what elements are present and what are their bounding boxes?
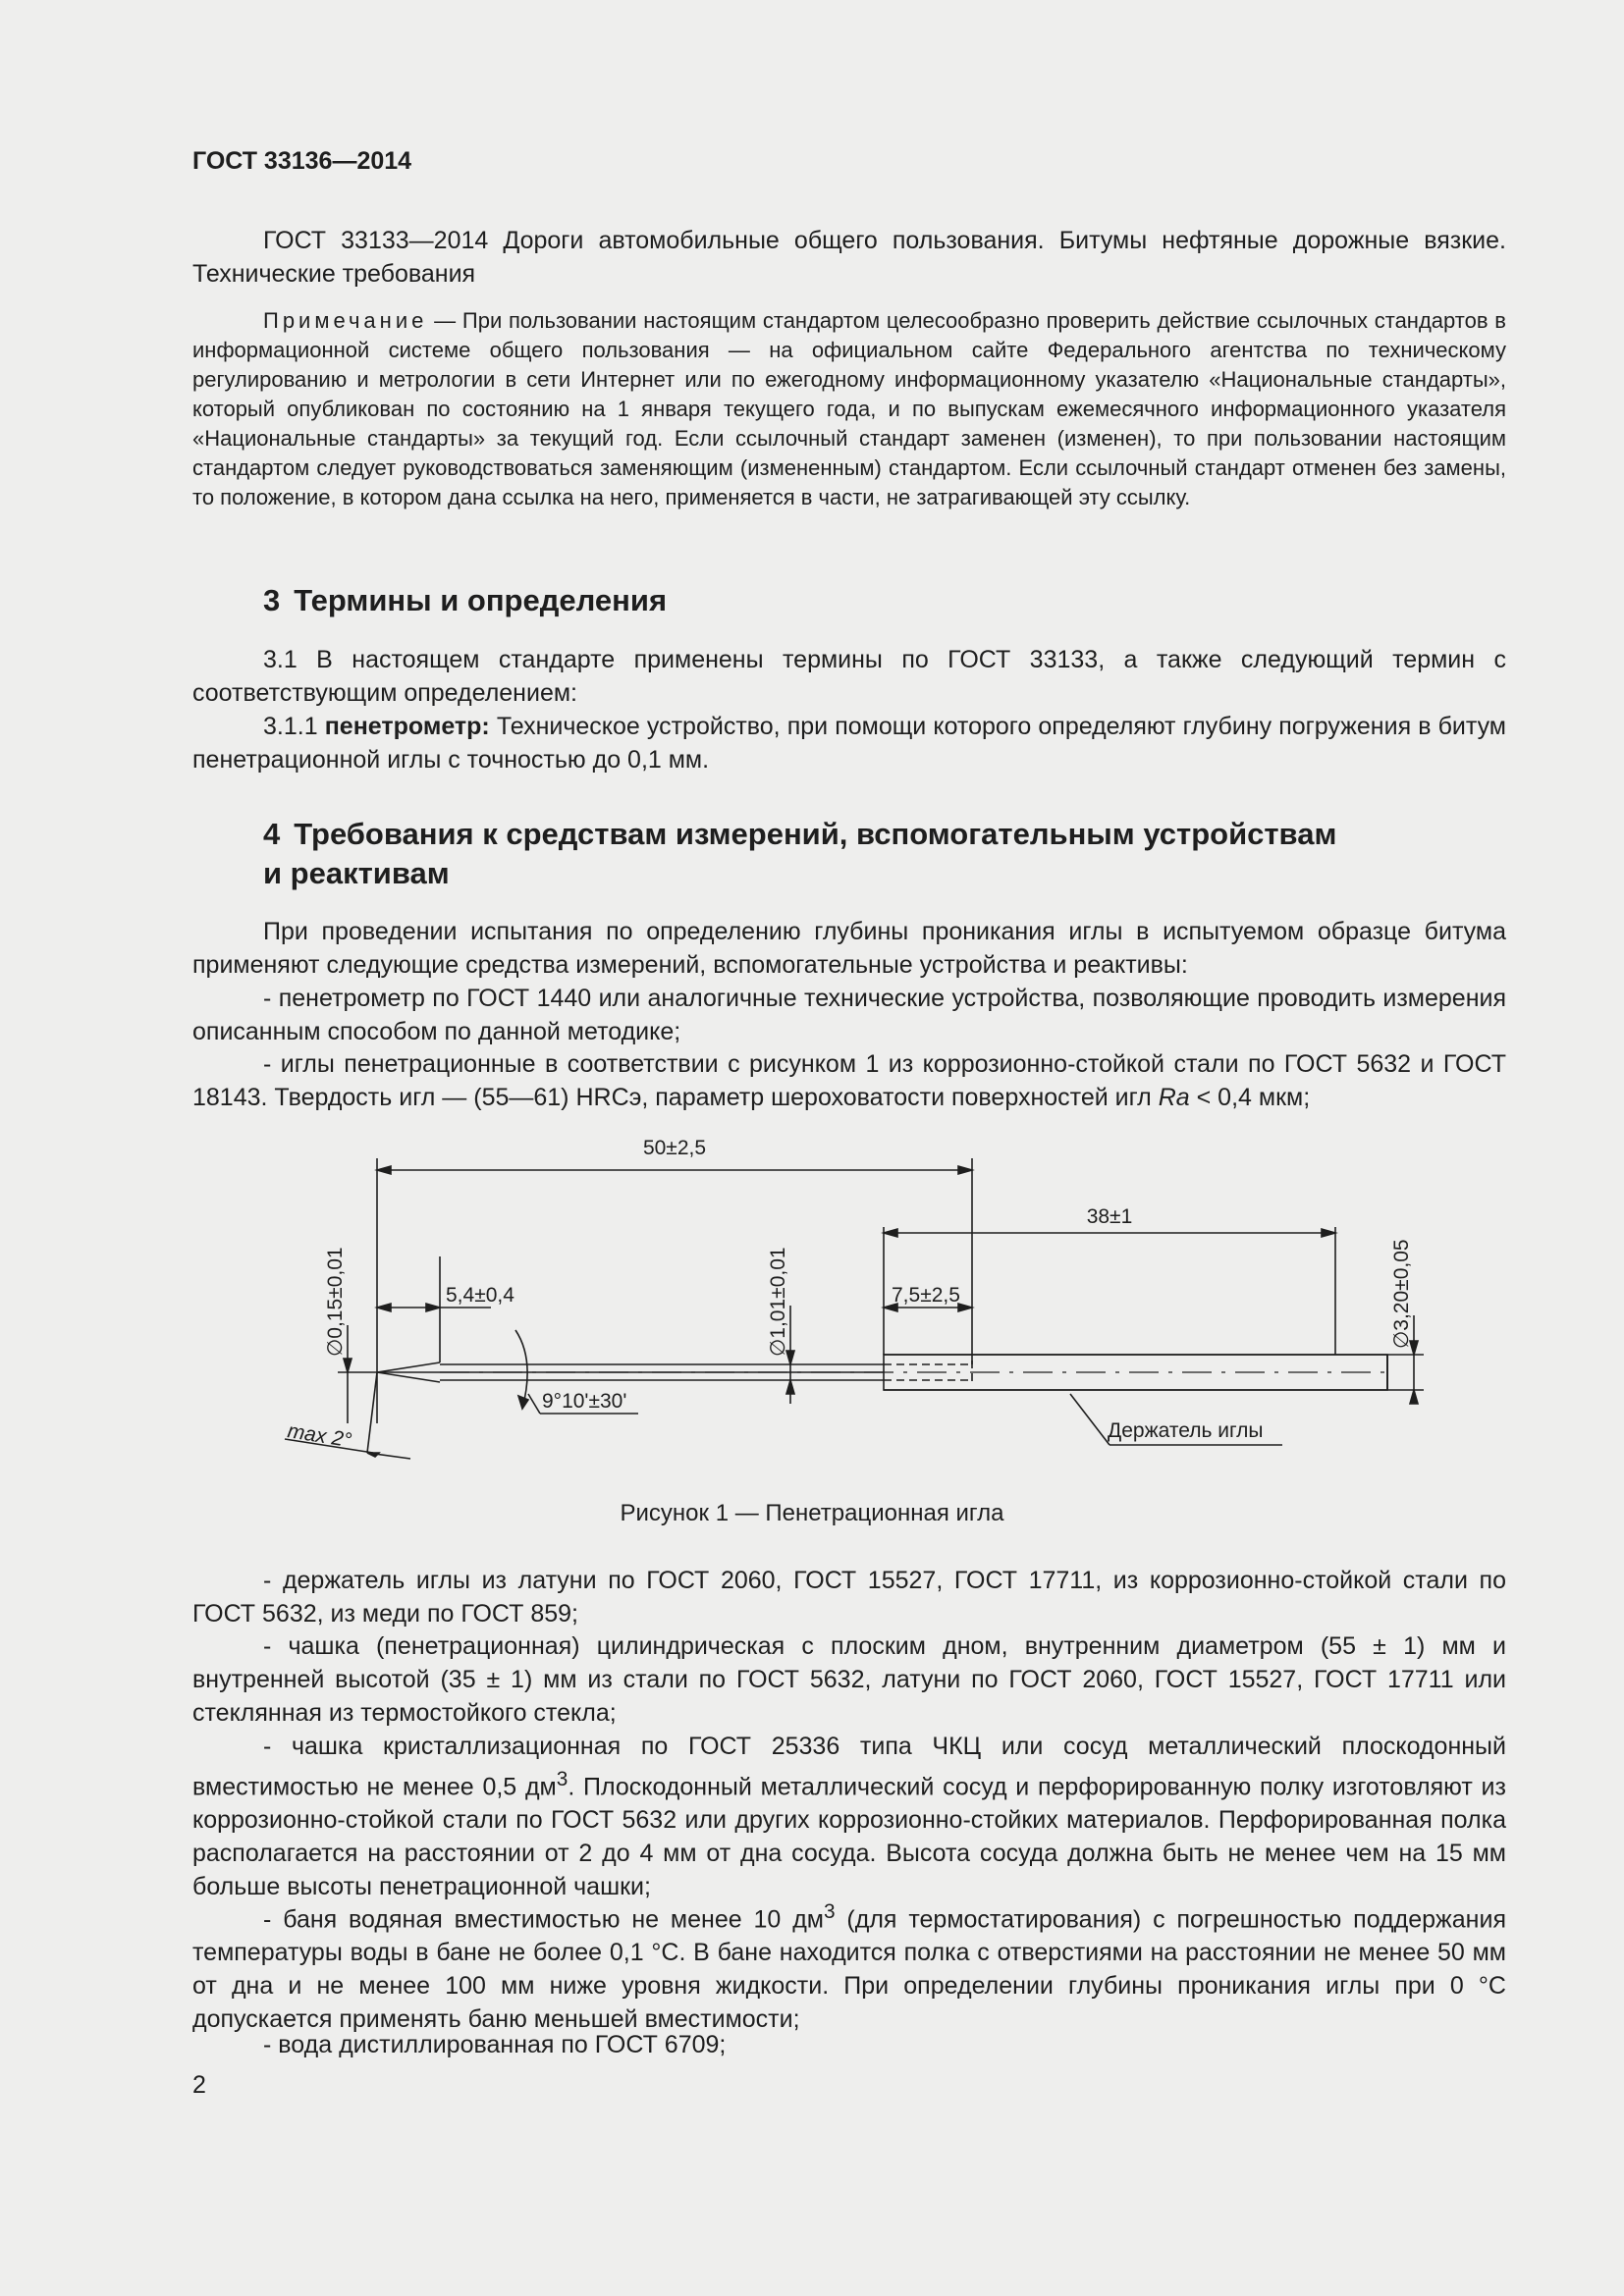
section-4-title-line1: Требования к средствам измерений, вспомогательным устройствам [294, 817, 1337, 851]
holder-label: Держатель иглы [1108, 1419, 1264, 1442]
cryst-superscript: 3 [556, 1768, 568, 1790]
list-item-crystallizing-dish [192, 1730, 1506, 1903]
dia-holder-label: ∅3,20±0,05 [1390, 1239, 1413, 1349]
dim-insert-label: 7,5±2,5 [892, 1284, 960, 1307]
ra-symbol: Ra [1158, 1084, 1190, 1111]
note-text: При пользовании настоящим стандартом целесообразно проверить действие ссылочных стандартов в информационной системе общего пользования — на официальном сайте Федерального агентства по техническому регулированию и метрологии в сети Интернет или по ежегодному информационному указателю «Национальные стандарты», который опубликован по состоянию на 1 января текущего года, и по выпускам ежемесячного информационного указателя «Национальные стандарты» за текущий год. Если ссылочный стандарт заменен (изменен), то при пользовании настоящим стандартом следует руководствоваться заменяющим (измененным) стандартом. Если ссылочный стандарт отменен без замены, то положение, в котором дана ссылка на него, применяется в части, не затрагивающей эту ссылку. [192, 308, 1506, 509]
list-item-water-bath [192, 1896, 1506, 2036]
note-dash: — [427, 308, 462, 333]
cryst-text-b: . Плоскодонный металлический сосуд и перфорированную полку изготовляют из коррозионно-стойкой стали по ГОСТ 5632 или других коррозионно-стойких материалов. Перфорированная полка располагается на расстоянии от 2 до 4 мм от дна сосуда. Высота сосуда должна быть не менее чем на 15 мм больше высоты пенетрационной чашки; [192, 1773, 1506, 1901]
term-number: 3.1.1 [263, 713, 318, 740]
cryst-text-a: - чашка кристаллизационная по ГОСТ 25336 типа ЧКЦ или сосуд металлический плоскодонный вместимостью не менее 0,5 дм [192, 1733, 1506, 1801]
note-paragraph [192, 306, 1506, 512]
dim-tip-label: 5,4±0,4 [446, 1284, 514, 1307]
term-name: пенетрометр: [324, 713, 490, 740]
page-number: 2 [192, 2071, 206, 2099]
list-item-water: - вода дистиллированная по ГОСТ 6709; [263, 2031, 727, 2058]
bath-text-a: - баня водяная вместимостью не менее 10 дм [263, 1905, 824, 1934]
needles-text-b: < 0,4 мкм; [1189, 1084, 1311, 1111]
term-definition: Техническое устройство, при помощи которого определяют глубину погружения в битум пенетрационной иглы с точностью до 0,1 мм. [192, 713, 1506, 774]
dia-tip-label: ∅0,15±0,01 [324, 1247, 347, 1357]
section-4-title-line2: и реактивам [263, 856, 450, 890]
note-label: Примечание [263, 308, 428, 333]
cone-lower [377, 1372, 440, 1382]
bath-superscript: 3 [823, 1900, 836, 1923]
needle-drawing [265, 1129, 1443, 1482]
section-3-1-1-paragraph [192, 710, 1506, 776]
document-header: ГОСТ 33136—2014 [192, 147, 412, 175]
list-item-needles [192, 1047, 1506, 1114]
dim-total-label: 50±2,5 [642, 1137, 707, 1159]
section-4-heading [263, 815, 1500, 893]
section-3-heading [263, 581, 1500, 620]
dia-needle-label: ∅1,01±0,01 [767, 1247, 789, 1357]
reference-gost-33133: ГОСТ 33133—2014 Дороги автомобильные общего пользования. Битумы нефтяные дорожные вязкие. Технические требования [192, 227, 1506, 288]
list-item-holder: - держатель иглы из латуни по ГОСТ 2060, ГОСТ 15527, ГОСТ 17711, из коррозионно-стойкой стали по ГОСТ 5632, из меди по ГОСТ 859; [192, 1567, 1506, 1628]
cone-upper [377, 1362, 440, 1372]
list-item-penetrometer: - пенетрометр по ГОСТ 1440 или аналогичные технические устройства, позволяющие проводить измерения описанным способом по данной методике; [192, 985, 1506, 1045]
section-3-title: Термины и определения [294, 583, 668, 617]
dim-holder-label: 38±1 [1086, 1205, 1133, 1228]
section-3-number: 3 [263, 583, 281, 617]
max-angle-label: max 2° [286, 1419, 353, 1453]
bath-text-b: (для термостатирования) с погрешностью поддержания температуры воды в бане не более 0,1 °С. В бане находится полка с отверстиями на расстоянии не менее 50 мм от дна и не менее 100 мм ниже уровня жидкости. При определении глубины проникания иглы при 0 °С допускается применять баню меньшей вместимости; [192, 1905, 1506, 2034]
section-3-1-paragraph: 3.1 В настоящем стандарте применены термины по ГОСТ 33133, а также следующий термин с соответствующим определением: [192, 646, 1506, 707]
needles-text-a: - иглы пенетрационные в соответствии с рисунком 1 из коррозионно-стойкой стали по ГОСТ 5632 и ГОСТ 18143. Твердость игл — (55—61) HRCэ, параметр шероховатости поверхностей игл [192, 1050, 1506, 1111]
figure-caption: Рисунок 1 — Пенетрационная игла [620, 1500, 1004, 1526]
section-4-number: 4 [263, 817, 281, 851]
cone-angle-label: 9°10'±30' [542, 1390, 627, 1413]
section-4-intro: При проведении испытания по определению глубины проникания иглы в испытуемом образце битума применяют следующие средства измерений, вспомогательные устройства и реактивы: [192, 918, 1506, 979]
list-item-cup: - чашка (пенетрационная) цилиндрическая с плоским дном, внутренним диаметром (55 ± 1) мм и внутренней высотой (35 ± 1) мм из стали по ГОСТ 5632, латуни по ГОСТ 2060, ГОСТ 15527, ГОСТ 17711 или стеклянная из термостойкого стекла; [192, 1632, 1506, 1727]
